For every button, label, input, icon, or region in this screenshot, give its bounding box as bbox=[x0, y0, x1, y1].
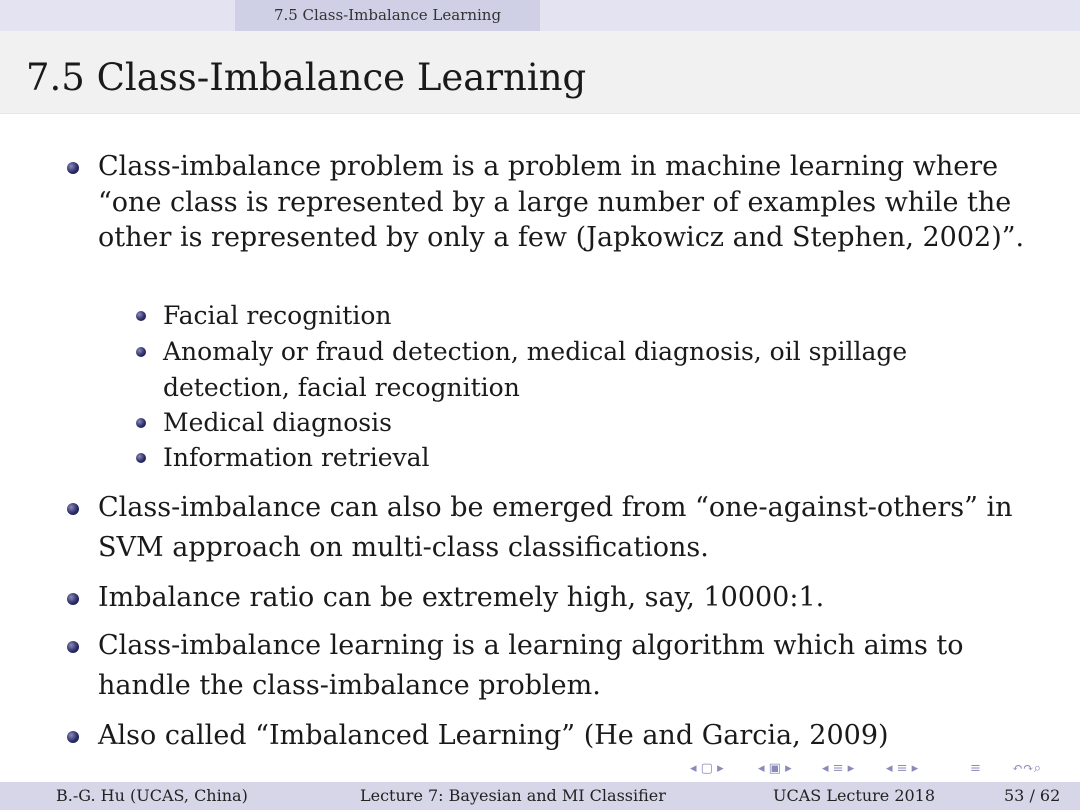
search-icon[interactable]: ↶↷⌕ bbox=[1012, 761, 1042, 776]
subsection-nav-icon[interactable]: ◂ ▣ ▸ bbox=[758, 761, 792, 776]
sub-bullet-item bbox=[163, 298, 983, 334]
sub-bullet-text: Anomaly or fraud detection, medical diagnosis, oil spillage detection, facial recognition bbox=[163, 337, 908, 402]
current-section-label[interactable]: 7.5 Class-Imbalance Learning bbox=[235, 0, 540, 31]
footer-author: B.-G. Hu (UCAS, China) bbox=[56, 786, 248, 805]
footer-lecture: Lecture 7: Bayesian and MI Classifier bbox=[360, 786, 666, 805]
bullet-text: Also called “Imbalanced Learning” (He and Garcia, 2009) bbox=[98, 720, 889, 751]
bullet-icon bbox=[136, 347, 146, 357]
bullet-item bbox=[98, 626, 1048, 706]
sub-bullet-text: Facial recognition bbox=[163, 301, 392, 330]
outline-icon[interactable]: ≡ bbox=[970, 761, 981, 776]
sub-bullet-text: Information retrieval bbox=[163, 443, 430, 472]
frame-nav-icon[interactable]: ◂ ▢ ▸ bbox=[690, 761, 724, 776]
footer-venue: UCAS Lecture 2018 bbox=[773, 786, 936, 805]
subsection-nav-icon[interactable]: ◂ ≡ ▸ bbox=[886, 761, 919, 776]
footer-page-number: 53 / 62 bbox=[1004, 786, 1061, 805]
bullet-icon bbox=[67, 593, 79, 605]
bullet-icon bbox=[136, 453, 146, 463]
bullet-text: Class-imbalance problem is a problem in machine learning where “one class is represented by a large number of examples while the other is represented by only a few (Japkowicz and Stephen, 2002)”. bbox=[98, 151, 1025, 253]
sub-bullet-item bbox=[163, 405, 983, 441]
bullet-icon bbox=[136, 311, 146, 321]
bullet-item bbox=[98, 578, 1048, 618]
sub-bullet-item bbox=[163, 440, 983, 476]
section-nav-icon[interactable]: ◂ ≡ ▸ bbox=[822, 761, 855, 776]
bullet-item bbox=[98, 716, 1048, 756]
bullet-icon bbox=[136, 418, 146, 428]
beamer-navigation-bar bbox=[690, 760, 1075, 778]
bullet-text: Class-imbalance can also be emerged from “one-against-others” in SVM approach on multi-class classifications. bbox=[98, 492, 1013, 563]
bullet-text: Class-imbalance learning is a learning algorithm which aims to handle the class-imbalance problem. bbox=[98, 630, 964, 701]
slide-footer bbox=[0, 782, 1080, 810]
bullet-icon bbox=[67, 641, 79, 653]
slide-title: 7.5 Class-Imbalance Learning bbox=[26, 56, 587, 99]
bullet-icon bbox=[67, 503, 79, 515]
bullet-icon bbox=[67, 162, 79, 174]
bullet-item bbox=[98, 488, 1048, 568]
bullet-item bbox=[98, 149, 1048, 256]
section-header-bar bbox=[0, 0, 1080, 31]
bullet-icon bbox=[67, 731, 79, 743]
sub-bullet-item bbox=[163, 334, 983, 405]
slide-title-bar bbox=[0, 31, 1080, 114]
sub-bullet-text: Medical diagnosis bbox=[163, 408, 392, 437]
bullet-text: Imbalance ratio can be extremely high, say, 10000:1. bbox=[98, 582, 825, 613]
